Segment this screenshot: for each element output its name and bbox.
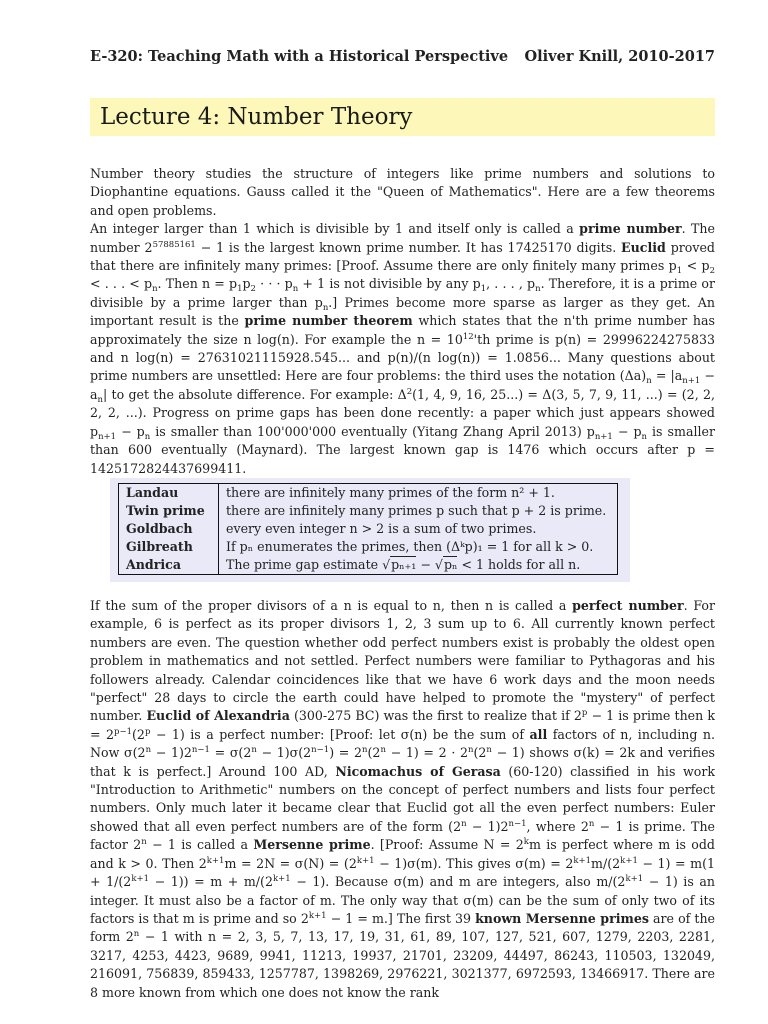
problem-desc: there are infinitely many primes p such that p + 2 is prime. <box>226 503 607 518</box>
exponent: n <box>486 745 492 756</box>
text-run: . Therefore, it is a prime or divisible by a prime larger than p <box>90 276 715 310</box>
text-run: − 1 = m.] The first 39 <box>326 910 476 926</box>
text-run: − 1 is called a <box>146 837 254 853</box>
lecture-title-box <box>90 98 715 136</box>
text-run: − p <box>116 423 145 439</box>
text-run: is smaller than 100'000'000 eventually (Yitang Zhang April 2013) p <box>150 423 595 439</box>
text-run: ) = 2 <box>329 745 363 761</box>
exponent: k+1 <box>620 855 638 866</box>
text-run: − 1)2 <box>466 818 509 834</box>
problem-desc: every even integer n > 2 is a sum of two primes. <box>226 521 537 536</box>
text-run: m/(2 <box>591 855 621 871</box>
exponent: p <box>144 726 151 737</box>
text-run: 'th prime is p(n) = 29996224275833 and n log(n) = 27631021115928.545... and p(n)/(n log(n)) = 1.0856... Many questions about prime numbers are unsettled: Here are four problems: the third uses the notation (Δa) <box>90 331 715 384</box>
text-run: − p <box>612 423 642 439</box>
exponent: 57885161 <box>152 239 196 250</box>
text-run: . [Proof: Assume N = 2 <box>370 837 524 853</box>
exponent: 12 <box>462 331 474 342</box>
text-run: (2 <box>367 745 381 761</box>
text-run: − 1 with n = 2, 3, 5, 7, 13, 17, 19, 31, 61, 89, 107, 127, 521, 607, 1279, 2203, 2281, 3217, 4253, 4423, 9689, 9941, 11213, 19937, 21701, 23209, 44497, 86243, 110503, 132049, 216091, 756839, 859433, 1257787, 1398269, 2976221, 3021377, 6972593, 13466917. There are 8 more known from which one does not know the rank <box>90 929 715 1000</box>
sqrt-term: pₙ₊₁ <box>391 557 417 572</box>
text-run: − 1) is a perfect number: [Proof: let σ(n) be the sum of <box>150 726 530 742</box>
subscript: n <box>646 376 652 387</box>
subscript: n+1 <box>682 376 701 387</box>
exponent: n <box>380 745 386 756</box>
text-run: − 1 is prime. The factor 2 <box>90 818 716 853</box>
exponent: k+1 <box>356 855 375 866</box>
subscript: n <box>641 431 647 442</box>
text-run: (2 <box>473 745 487 761</box>
text-run: − 1)σ(m). This gives σ(m) = 2 <box>374 855 574 871</box>
text-run: An integer larger than 1 which is divisible by 1 and itself only is called a <box>90 221 580 237</box>
text-run: · · · p <box>255 276 293 292</box>
euclid-term: Euclid <box>621 239 666 255</box>
text-run: < 1 holds for all n. <box>457 557 581 572</box>
text-run: (300-275 BC) was the first to realize that if 2 <box>289 708 582 724</box>
subscript: n <box>535 284 541 295</box>
text-run: , . . . , p <box>486 276 536 292</box>
exponent: n−1 <box>311 745 330 756</box>
text-run: − 1)σ(2 <box>256 745 312 761</box>
text-run: m is perfect where m is odd and k > 0. Then 2 <box>90 837 715 871</box>
text-run: factors of n, including n. Now σ(2 <box>90 726 715 761</box>
all-term: all <box>529 726 548 742</box>
subscript: n <box>144 431 151 442</box>
text-run: = |a <box>651 368 683 384</box>
subscript: n+1 <box>594 431 613 442</box>
author-date: Oliver Knill, 2010-2017 <box>524 48 715 65</box>
text-run: . For example, 6 is perfect as its proper divisors 1, 2, 3 sum up to 6. All currently known perfect numbers are even. The question whether odd perfect numbers exist is probably the oldest open problem in mathematics and not settled. Perfect numbers were familiar to Pythagoras and his followers already. Calendar coincidences like that we have 6 work days and the moon needs "perfect" 28 days to circle the earth could have helped to promote the "mystery" of perfect number. <box>90 598 715 724</box>
text-run: p <box>242 276 251 292</box>
problem-name: Goldbach <box>119 520 219 538</box>
lecture-title: Lecture 4: Number Theory <box>100 104 413 130</box>
problem-name: Gilbreath <box>119 538 219 556</box>
text-run: − a <box>90 368 715 402</box>
course-title: E-320: Teaching Math with a Historical Perspective <box>90 48 509 65</box>
subscript: 2 <box>709 266 716 277</box>
perfect-numbers-paragraph <box>90 597 715 1002</box>
text-run: − 1)) = m + m/(2 <box>149 874 273 890</box>
text-run: − 1)2 <box>151 745 192 761</box>
text-run: − 1) shows σ(k) = 2k and verifies that k is perfect.] Around 100 AD, <box>90 745 716 779</box>
text-run: − 1) = 2 · 2 <box>385 745 468 761</box>
text-run: | to get the absolute difference. For example: Δ <box>103 386 407 402</box>
text-run: . Then n = p <box>157 276 238 292</box>
exponent: k <box>523 837 529 848</box>
exponent: k+1 <box>272 874 291 885</box>
subscript: 1 <box>237 284 243 295</box>
table-row <box>119 520 618 538</box>
text-run: (60-120) classified in his work "Introduction to Arithmetic" numbers on the concept of perfect numbers and lists four perfect numbers. Only much later it became clear that Euclid got all the even perfect numbers: Euler showed that all even perfect numbers are of the form (2 <box>90 763 715 834</box>
text-run: − 1) is an integer. It must also be a factor of m. The only way that σ(m) can be the sum of only two of its factors is that m is prime and so 2 <box>90 874 715 926</box>
text-run: − <box>416 557 435 572</box>
exponent: k+1 <box>573 855 592 866</box>
intro-paragraph <box>90 165 715 478</box>
perfect-number-term: perfect number <box>572 598 684 613</box>
prime-number-theorem-term: prime number theorem <box>244 313 413 329</box>
text-run: .] Primes become more sparse as larger as they get. An important result is the <box>90 294 715 329</box>
exponent: 2 <box>406 386 413 397</box>
subscript: n+1 <box>98 431 117 442</box>
text-run: = σ(2 <box>209 745 252 761</box>
subscript: n <box>322 302 329 313</box>
problem-desc: there are infinitely many primes of the form n² + 1. <box>226 485 555 500</box>
text-run: (1, 4, 9, 16, 25...) = Δ(3, 5, 7, 9, 11, ...) = (2, 2, 2, 2, ...). Progress on prime gaps has been done recently: a paper which just appears showed p <box>90 386 715 439</box>
exponent: n <box>362 745 368 756</box>
text-run: m = 2N = σ(N) = (2 <box>224 855 357 871</box>
exponent: p <box>581 708 588 719</box>
text-run: are of the form 2 <box>90 910 716 945</box>
sqrt-term: pₙ <box>443 557 458 572</box>
text-run: − 1 is prime then k = 2 <box>90 708 716 742</box>
exponent: k+1 <box>308 910 327 921</box>
problem-desc: The prime gap estimate √pₙ₊₁ − √pₙ < 1 holds for all n. <box>226 557 581 572</box>
problem-desc: If pₙ enumerates the primes, then (Δᵏp)₁ = 1 for all k > 0. <box>226 539 594 554</box>
text-run: The prime gap estimate <box>226 557 383 572</box>
text-run: − 1). Because σ(m) and m are integers, also m/(2 <box>290 874 626 890</box>
text-run: (2 <box>132 726 145 742</box>
table-row <box>119 538 618 556</box>
exponent: n <box>251 745 257 756</box>
exponent: k+1 <box>206 855 225 866</box>
text-run: proved that there are infinitely many primes: [Proof. Assume there are only finitely many primes p <box>90 239 715 274</box>
prime-number-term: prime number <box>579 221 682 237</box>
intro-text: Number theory studies the structure of integers like prime numbers and solutions to Diophantine equations. Gauss called it the "Queen of Mathematics". Here are a few theorems and open problems. <box>90 166 715 218</box>
exponent: n <box>145 745 152 756</box>
page-header <box>90 48 715 65</box>
subscript: 2 <box>250 284 256 295</box>
table-row <box>119 556 618 575</box>
subscript: n <box>152 284 158 295</box>
problem-name: Andrica <box>119 556 219 575</box>
subscript: 1 <box>480 284 487 295</box>
subscript: 1 <box>676 266 683 277</box>
text-run: − 1 is the largest known prime number. It has 17425170 digits. <box>195 239 622 255</box>
exponent: n <box>133 929 140 940</box>
nicomachus-term: Nicomachus of Gerasa <box>335 763 501 779</box>
text-run: < p <box>682 258 710 274</box>
exponent: n−1 <box>508 818 527 829</box>
exponent: n <box>468 745 474 756</box>
exponent: n <box>588 818 595 829</box>
text-run: < . . . < p <box>90 276 153 292</box>
text-run: . The number 2 <box>90 221 715 255</box>
subscript: n <box>292 284 299 295</box>
table-row <box>119 502 618 520</box>
text-run: − 1) = m(1 + 1/(2 <box>90 855 716 890</box>
euclid-alexandria-term: Euclid of Alexandria <box>146 708 290 724</box>
exponent: k+1 <box>131 874 149 885</box>
exponent: n <box>461 818 467 829</box>
mersenne-prime-term: Mersenne prime <box>253 837 371 853</box>
problem-name: Twin prime <box>119 502 219 520</box>
exponent: k+1 <box>625 874 644 885</box>
text-run: is smaller than 600 eventually (Maynard). The largest known gap is 1476 which occurs after p = 1425172824437699411. <box>90 423 715 476</box>
text-run: If the sum of the proper divisors of a n is equal to n, then n is called a <box>90 598 573 613</box>
text-run: which states that the n'th prime number has approximately the size n log(n). For example the n = 10 <box>90 313 715 347</box>
known-mersenne-term: known Mersenne primes <box>475 910 649 926</box>
text-run: , where 2 <box>526 818 589 834</box>
problem-name: Landau <box>119 484 219 503</box>
subscript: n <box>97 394 103 405</box>
exponent: n−1 <box>191 745 210 756</box>
text-run: + 1 is not divisible by any p <box>298 276 481 292</box>
exponent: p−1 <box>114 726 133 737</box>
open-problems-box <box>110 478 630 582</box>
table-row <box>119 484 618 503</box>
exponent: n <box>141 837 147 848</box>
open-problems-table <box>118 483 618 575</box>
